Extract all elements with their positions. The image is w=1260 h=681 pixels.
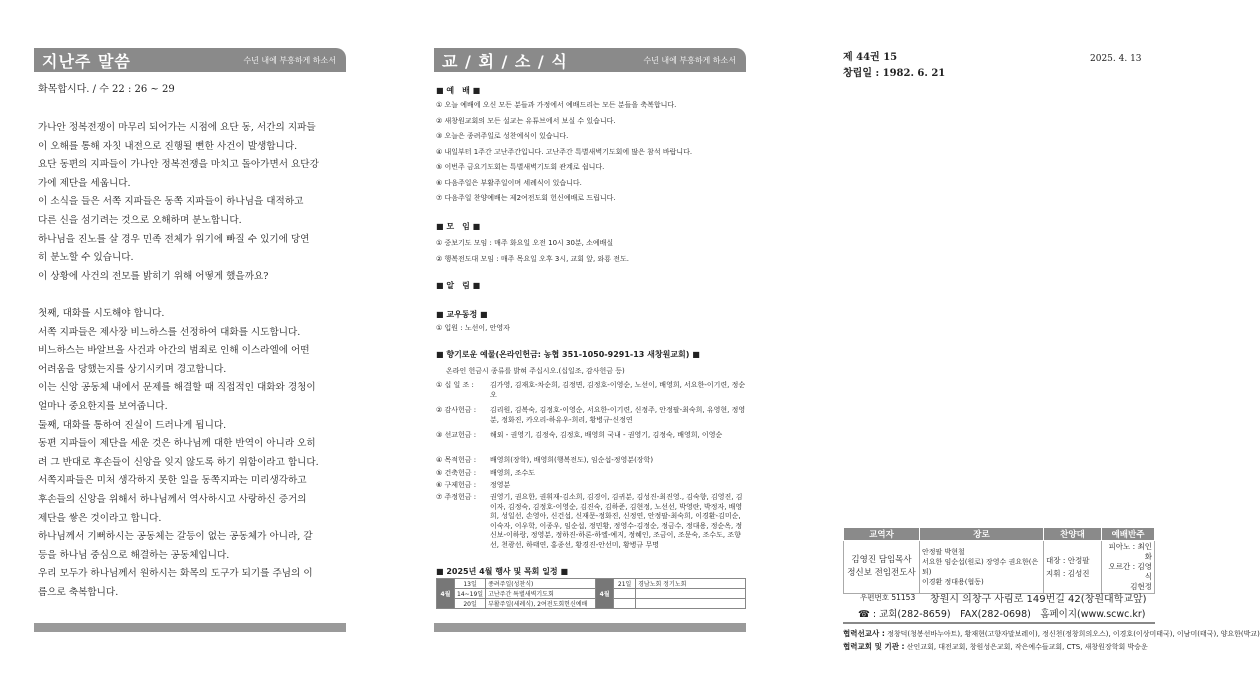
news-banner-title: 교 / 회 / 소 / 식 [442, 51, 568, 71]
choir-line: 지휘 : 김성진 [1046, 569, 1090, 578]
offering-note: 온라인 헌금시 종류를 밝혀 주십시오.(십일조, 감사헌금 등) [446, 367, 625, 375]
meeting-item: ② 행복전도대 모임 : 매주 목요일 오후 3시, 교회 앞, 와룡 전도. [436, 255, 630, 263]
offering-label: ① 십 일 조 : [436, 381, 474, 389]
sermon-line: 우리 모두가 하나님께서 원하시는 화목의 도구가 되기를 주님의 이 [38, 568, 313, 580]
sermon-banner-title: 지난주 말씀 [42, 51, 131, 71]
member-section-title: ■ 교우동정 ■ [436, 310, 488, 319]
sermon-line: 하나님께서 기뻐하시는 공동체는 갈등이 없는 공동체가 아니라, 갈 [38, 531, 313, 543]
offering-label: ③ 선교헌금 : [436, 431, 477, 439]
staff-pastors [844, 541, 920, 594]
sermon-line: 얼마나 중요한지를 보여줍니다. [38, 401, 168, 412]
staff-header: 찬양대 [1044, 528, 1102, 541]
elder-line: 이경환 정대용(협동) [922, 578, 984, 586]
sermon-line: 동편 지파들이 제단을 세운 것은 하나님께 대한 반역이 아니라 오히 [38, 438, 316, 450]
schedule-day: 13일 [455, 579, 486, 589]
offering-label: ② 감사헌금 : [436, 406, 477, 414]
offering-names: 배영희, 조수도 [490, 469, 536, 477]
offering-label: ④ 목적헌금 : [436, 456, 477, 464]
schedule-event: 부활주일(세례식), 2여전도회헌신예배 [486, 599, 596, 609]
sermon-banner-subtitle: 수년 내에 부흥하게 하소서 [243, 55, 336, 65]
sermon-line: 가에 제단을 세웁니다. [38, 177, 131, 189]
staff-choir [1044, 541, 1102, 594]
staff-row [844, 541, 1155, 594]
staff-header: 예배반주 [1102, 528, 1155, 541]
offering-names: 김리원, 김복숙, 김정호-이영순, 서요한-이기련, 신정주, 안정팔-최숙희, 유영현, 정영분, 정화진, 카오리-하유우-희리, 황병규-신정연 [490, 406, 746, 424]
schedule-day: 21일 [614, 579, 636, 589]
sermon-line: 둘째, 대화를 통하여 진실이 드러나게 됩니다. [38, 419, 227, 431]
sermon-line: 등을 하나님 중심으로 해결하는 공동체입니다. [38, 549, 230, 561]
worship-item: ② 새창원교회의 모든 설교는 유튜브에서 보실 수 있습니다. [436, 116, 616, 125]
staff-table [843, 527, 1155, 594]
schedule-month-left: 4월 [437, 579, 455, 609]
meeting-item: ① 중보기도 모임 : 매주 화요일 오전 10시 30분, 소예배실 [436, 239, 614, 247]
sermon-line: 후손들의 신앙을 위해서 하나님께서 역사하시고 사랑하신 증거의 [38, 494, 307, 505]
notice-section-title: ■ 알 림 ■ [436, 281, 481, 290]
sermon-line: 첫째, 대화를 시도해야 합니다. [38, 308, 165, 319]
schedule-row [437, 589, 746, 599]
news-banner [434, 48, 746, 72]
postal-code: 우편번호 51153 [860, 593, 916, 602]
schedule-day: 14~19일 [455, 589, 486, 599]
worship-item: ⑤ 이번주 금요기도회는 특별새벽기도회 관계로 쉽니다. [436, 163, 605, 171]
partner-label: 협력교회 및 기관 : [843, 642, 905, 651]
offering-item [436, 456, 746, 466]
church-contact: ☎ : 교회(282-8659) FAX(282-0698) 홈페이지(www.scwc.kr) [858, 609, 1146, 620]
offering-section-title: ■ 향기로운 예물(온라인헌금: 농협 351-1050-9291-13 새창원교회) ■ [436, 350, 700, 359]
offering-item [436, 381, 746, 400]
sermon-line: 서쪽 지파들은 제사장 비느하스를 선정하여 대화를 시도합니다. [38, 326, 301, 338]
schedule-table [436, 578, 746, 609]
sermon-line: 가나안 정복전쟁이 마무리 되어가는 시점에 요단 동, 서간의 지파들 [38, 122, 316, 133]
accomp-line: 김현정 [1130, 582, 1152, 591]
mission-partners [843, 628, 1260, 639]
volume-number: 제 44권 15 [843, 52, 898, 63]
offering-label: ⑤ 건축헌금 : [436, 469, 477, 477]
sermon-line: 려 그 반대로 후손들이 신앙을 잊지 않도록 하기 위함이라고 합니다. [38, 456, 319, 468]
schedule-day [614, 599, 636, 609]
sermon-line: 이 상황에 사건의 전모를 밝히기 위해 어떻게 했을까요? [38, 270, 269, 282]
worship-item: ③ 오늘은 종려주일로 성찬예식이 있습니다. [436, 132, 569, 140]
sermon-line: 비느하스는 바알브올 사건과 아간의 범죄로 인해 이스라엘에 어떤 [38, 345, 310, 357]
offering-names: 권영기, 권요한, 권휘재-김소희, 김경이, 김귀분, 김성진-최진영., 김숙향, 김영진, 김이자, 김정숙, 김정호-이영순, 김진숙, 김하준, 김현정, 노선선, 박영란, 박정자, 배영희, 성일선, 손영아, 신건섭, 신재문-정화진, 신정연, 안정팔-최숙희, 이경환-김미순, 이숙자, 이우학, 이종우, 임순섭, 정민황, 정영수-김정순, 정금수, 정대용, 정순옥, 정신보-이하랑, 정영분, 정하진-하론-하엘-예지, 정혜인, 조금이, 조문숙, 조수도, 조향선, 천광선, 하태연, 홍종선, 황경진-안선미, 황병규 무명 [490, 493, 743, 549]
accomp-line: 피아노 : 최인화 [1108, 542, 1152, 561]
member-item: ① 입원 : 노선이, 안영자 [436, 324, 510, 332]
sermon-heading: 화목합시다. / 수 22 : 26 ~ 29 [38, 84, 175, 95]
sermon-footer-bar [34, 623, 346, 632]
worship-item: ④ 내일부터 1주간 고난주간입니다. 고난주간 특별새벽기도회에 많은 참석 바랍니다. [436, 147, 693, 156]
founded-date: 창립일 : 1982. 6. 21 [843, 68, 946, 79]
elder-line: 안정팔 박현철 [922, 548, 965, 556]
schedule-event [636, 599, 746, 609]
offering-names: 김가영, 김재호-차순희, 김정면, 김정호-이영순, 노선이, 배영희, 서요한-이기련, 정순오 [490, 381, 746, 399]
offering-names: 배영희(장학), 배영희(행복전도), 임순섭-정영분(장학) [490, 456, 654, 464]
schedule-event: 종려주일(성찬식) [486, 579, 596, 589]
sermon-line: 어려움을 당했는지를 상기시키며 경고합니다. [38, 363, 227, 375]
schedule-day: 20일 [455, 599, 486, 609]
staff-header: 장로 [920, 528, 1044, 541]
sermon-line: 이는 신앙 공동체 내에서 문제를 해결할 때 직접적인 대화와 경청이 [38, 382, 316, 394]
worship-item: ⑥ 다음주일은 부활주일이며 세례식이 있습니다. [436, 178, 582, 187]
pastor-name: 김영진 담임목사 [851, 555, 912, 565]
meeting-section-title: ■ 모 임 ■ [436, 222, 481, 231]
offering-item [436, 481, 746, 491]
pastor-name: 정신보 전임전도사 [847, 568, 916, 578]
worship-item: ① 오늘 예배에 오신 모든 분들과 가정에서 예배드리는 모든 분들을 축복합니다. [436, 101, 677, 109]
bulletin-date: 2025. 4. 13 [1090, 54, 1142, 64]
sermon-line: 름으로 축복합니다. [38, 587, 119, 598]
offering-names: 정영분 [490, 481, 511, 489]
offering-item [436, 469, 746, 479]
accomp-line: 오르간 : 김영식 [1108, 562, 1152, 581]
offering-label: ⑦ 주정헌금 : [436, 493, 477, 501]
schedule-event: 경남노회 정기노회 [636, 579, 746, 589]
sermon-line: 하나님을 진노를 살 경우 민족 전체가 위기에 빠질 수 있기에 당연 [38, 233, 310, 245]
sermon-line: 요단 동편의 지파들이 가나안 정복전쟁을 마치고 돌아가면서 요단강 [38, 159, 319, 171]
offering-item [436, 406, 746, 425]
schedule-event [636, 589, 746, 599]
staff-header-row [844, 528, 1155, 541]
offering-names: 해외 - 권영기, 김정숙, 김정호, 배영희 국내 - 권영기, 김정숙, 배영희, 이영순 [490, 431, 723, 439]
schedule-month-right: 4월 [596, 579, 614, 609]
staff-accompanist [1102, 541, 1155, 594]
staff-elders [920, 541, 1044, 594]
sermon-line: 다른 신을 섬기려는 것으로 오해하며 분노합니다. [38, 215, 242, 226]
partner-value: 산인교회, 대전교회, 창원성은교회, 작은예수들교회, CTS, 새창원장학회 박승운 [906, 643, 1148, 651]
sermon-line: 제단을 쌓은 것이라고 합니다. [38, 512, 162, 524]
schedule-section-title: ■ 2025년 4월 행사 및 목회 일정 ■ [436, 567, 568, 576]
offering-item [436, 431, 746, 441]
staff-header: 교역자 [844, 528, 920, 541]
elder-line: 서요한 임순섭(원로) 장영수 권요한(은퇴) [922, 558, 1039, 576]
sermon-banner [34, 48, 346, 72]
schedule-row [437, 579, 746, 589]
worship-section-title: ■ 예 배 ■ [436, 86, 481, 95]
sermon-line: 히 분노할 수 있습니다. [38, 252, 134, 264]
news-banner-subtitle: 수년 내에 부흥하게 하소서 [643, 55, 736, 65]
partner-churches [843, 641, 1148, 652]
sermon-line: 이 오해를 통해 자칫 내전으로 진행될 뻔한 사건이 발생합니다. [38, 140, 298, 152]
schedule-day [614, 589, 636, 599]
news-footer-bar [434, 623, 746, 632]
offering-label: ⑥ 구제헌금 : [436, 481, 477, 489]
info-divider [843, 622, 1155, 624]
sermon-line: 서쪽지파들은 미처 생각하지 못한 일을 동쪽지파는 미리생각하고 [38, 475, 307, 487]
offering-item [436, 493, 746, 551]
schedule-event: 고난주간 특별새벽기도회 [486, 589, 596, 599]
church-address: 창원시 의창구 사림로 149번길 42(창원대학교앞) [930, 594, 1147, 605]
mission-value: 정창덕(청봉선바누아트), 황재현(고향자말보레이), 정신천(정창희의오스), 이경호(이상미태국), 이남미(태국), 양요한(박교) [887, 630, 1260, 638]
mission-label: 협력선교사 : [843, 629, 885, 638]
schedule-row [437, 599, 746, 609]
sermon-line: 이 소식을 들은 서쪽 지파들은 동쪽 지파들이 하나님을 대적하고 [38, 196, 304, 208]
choir-line: 대장 : 안정팔 [1046, 556, 1090, 565]
worship-item: ⑦ 다음주일 찬양예배는 제2여전도회 헌신예배로 드립니다. [436, 194, 616, 202]
